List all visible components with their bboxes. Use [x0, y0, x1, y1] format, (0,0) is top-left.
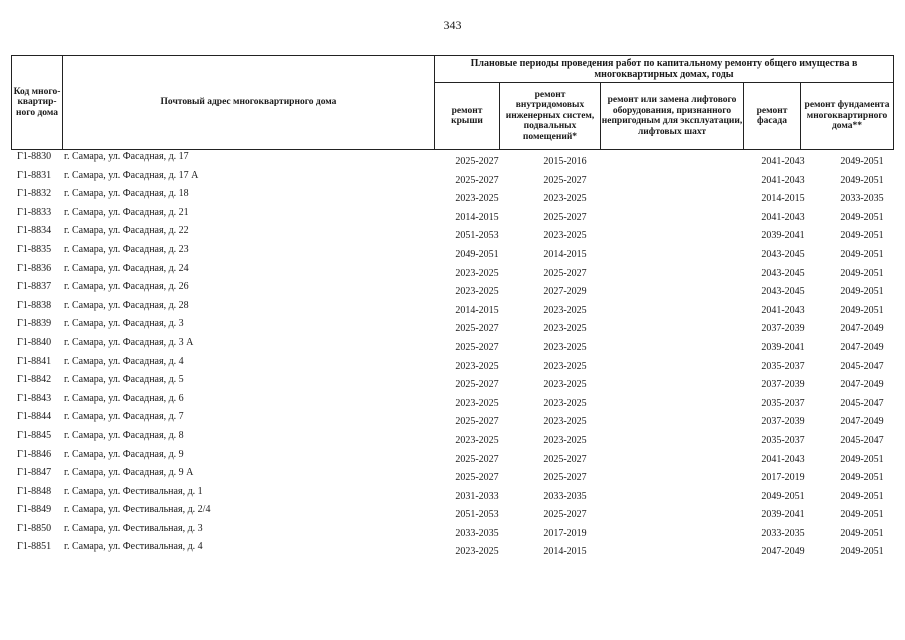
row-code: Г1-8848: [17, 485, 52, 497]
row-roof: 2023-2025: [455, 193, 499, 205]
row-roof: 2025-2027: [455, 174, 499, 186]
row-engineering: 2023-2025: [543, 379, 587, 391]
row-facade: 2041-2043: [761, 304, 805, 316]
row-facade: 2043-2045: [761, 286, 805, 298]
row-engineering: 2025-2027: [543, 174, 587, 186]
table-row: [11, 185, 903, 204]
row-address: г. Самара, ул. Фасадная, д. 23: [64, 243, 189, 255]
row-roof: 2051-2053: [455, 509, 499, 521]
header-code: Код много-квартир-ного дома: [12, 56, 63, 150]
row-facade: 2041-2043: [761, 453, 805, 465]
table-row: [11, 297, 903, 316]
row-facade: 2035-2037: [761, 360, 805, 372]
header-foundation: ремонт фундамента многоквартирного дома**: [801, 83, 894, 150]
row-foundation: 2049-2051: [840, 509, 884, 521]
table-row: [11, 222, 903, 241]
row-roof: 2014-2015: [455, 304, 499, 316]
row-code: Г1-8831: [17, 169, 52, 181]
row-facade: 2035-2037: [761, 397, 805, 409]
row-roof: 2023-2025: [455, 434, 499, 446]
table-row: [11, 371, 903, 390]
row-foundation: 2049-2051: [840, 156, 884, 167]
row-address: г. Самара, ул. Фасадная, д. 9: [64, 448, 184, 460]
row-address: г. Самара, ул. Фасадная, д. 28: [64, 299, 189, 311]
row-facade: 2014-2015: [761, 193, 805, 205]
row-facade: 2041-2043: [761, 156, 805, 167]
row-code: Г1-8833: [17, 206, 52, 218]
row-foundation: 2049-2051: [840, 230, 884, 242]
table-row: [11, 278, 903, 297]
table-row: [11, 260, 903, 279]
row-code: Г1-8840: [17, 336, 52, 348]
table-row: [11, 148, 903, 167]
row-address: г. Самара, ул. Фасадная, д. 21: [64, 206, 189, 218]
row-roof: 2049-2051: [455, 248, 499, 260]
row-facade: 2039-2041: [761, 230, 805, 242]
row-roof: 2051-2053: [455, 230, 499, 242]
header-elevator: ремонт или замена лифтового оборудования, признанного непригодным для эксплуатации, лифтовых шахт: [601, 83, 744, 150]
row-engineering: 2025-2027: [543, 509, 587, 521]
row-facade: 2043-2045: [761, 248, 805, 260]
row-engineering: 2023-2025: [543, 416, 587, 428]
row-foundation: 2049-2051: [840, 546, 884, 558]
row-code: Г1-8844: [17, 411, 52, 423]
row-address: г. Самара, ул. Фасадная, д. 3: [64, 318, 184, 330]
row-address: г. Самара, ул. Фасадная, д. 7: [64, 411, 184, 423]
row-foundation: 2049-2051: [840, 267, 884, 279]
row-code: Г1-8847: [17, 467, 52, 479]
row-foundation: 2033-2035: [840, 193, 884, 205]
table-row: [11, 501, 903, 520]
row-facade: 2037-2039: [761, 416, 805, 428]
row-address: г. Самара, ул. Фестивальная, д. 3: [64, 522, 203, 534]
row-roof: 2023-2025: [455, 267, 499, 279]
row-engineering: 2014-2015: [543, 248, 587, 260]
row-address: г. Самара, ул. Фестивальная, д. 1: [64, 485, 203, 497]
row-facade: 2037-2039: [761, 323, 805, 335]
table-row: [11, 241, 903, 260]
row-facade: 2049-2051: [761, 490, 805, 502]
row-engineering: 2023-2025: [543, 360, 587, 372]
row-roof: 2025-2027: [455, 379, 499, 391]
row-roof: 2025-2027: [455, 416, 499, 428]
row-engineering: 2023-2025: [543, 193, 587, 205]
table-row: [11, 427, 903, 446]
row-facade: 2039-2041: [761, 509, 805, 521]
row-code: Г1-8830: [17, 151, 52, 162]
row-code: Г1-8835: [17, 243, 52, 255]
row-address: г. Самара, ул. Фасадная, д. 24: [64, 262, 189, 274]
row-engineering: 2023-2025: [543, 397, 587, 409]
row-facade: 2037-2039: [761, 379, 805, 391]
row-address: г. Самара, ул. Фасадная, д. 3 А: [64, 336, 194, 348]
row-roof: 2014-2015: [455, 211, 499, 223]
row-roof: 2025-2027: [455, 156, 499, 167]
row-engineering: 2033-2035: [543, 490, 587, 502]
row-facade: 2043-2045: [761, 267, 805, 279]
row-roof: 2025-2027: [455, 323, 499, 335]
table-row: [11, 520, 903, 539]
row-facade: 2041-2043: [761, 174, 805, 186]
table-row: [11, 334, 903, 353]
row-foundation: 2049-2051: [840, 490, 884, 502]
row-foundation: 2045-2047: [840, 360, 884, 372]
row-engineering: 2017-2019: [543, 527, 587, 539]
row-engineering: 2025-2027: [543, 267, 587, 279]
row-foundation: 2049-2051: [840, 453, 884, 465]
row-address: г. Самара, ул. Фасадная, д. 9 А: [64, 467, 194, 479]
row-foundation: 2049-2051: [840, 174, 884, 186]
row-code: Г1-8843: [17, 392, 52, 404]
row-facade: 2047-2049: [761, 546, 805, 558]
header-planned-periods: Плановые периоды проведения работ по капитальному ремонту общего имущества в многоквартирных домах, годы: [435, 56, 894, 83]
row-engineering: 2023-2025: [543, 230, 587, 242]
row-foundation: 2047-2049: [840, 416, 884, 428]
row-roof: 2023-2025: [455, 546, 499, 558]
row-code: Г1-8837: [17, 281, 52, 293]
row-code: Г1-8832: [17, 188, 52, 200]
row-roof: 2023-2025: [455, 286, 499, 298]
row-code: Г1-8850: [17, 522, 52, 534]
table-row: [11, 167, 903, 186]
row-foundation: 2049-2051: [840, 304, 884, 316]
row-engineering: 2015-2016: [543, 156, 587, 167]
row-address: г. Самара, ул. Фасадная, д. 17 А: [64, 169, 199, 181]
row-code: Г1-8846: [17, 448, 52, 460]
row-foundation: 2047-2049: [840, 323, 884, 335]
row-facade: 2017-2019: [761, 472, 805, 484]
row-address: г. Самара, ул. Фасадная, д. 6: [64, 392, 184, 404]
row-engineering: 2023-2025: [543, 304, 587, 316]
row-code: Г1-8849: [17, 504, 52, 516]
table-row: [11, 538, 903, 557]
row-facade: 2033-2035: [761, 527, 805, 539]
row-foundation: 2049-2051: [840, 472, 884, 484]
row-foundation: 2045-2047: [840, 434, 884, 446]
row-foundation: 2047-2049: [840, 379, 884, 391]
row-roof: 2031-2033: [455, 490, 499, 502]
table-row: [11, 315, 903, 334]
row-foundation: 2047-2049: [840, 341, 884, 353]
row-engineering: 2023-2025: [543, 434, 587, 446]
row-code: Г1-8851: [17, 541, 52, 553]
header-roof: ремонт крыши: [435, 83, 500, 150]
row-engineering: 2014-2015: [543, 546, 587, 558]
row-address: г. Самара, ул. Фестивальная, д. 4: [64, 541, 203, 553]
row-roof: 2023-2025: [455, 360, 499, 372]
header-engineering: ремонт внутридомовых инженерных систем, подвальных помещений*: [500, 83, 601, 150]
row-roof: 2025-2027: [455, 453, 499, 465]
row-roof: 2033-2035: [455, 527, 499, 539]
row-foundation: 2045-2047: [840, 397, 884, 409]
page-number: 343: [443, 18, 462, 32]
row-code: Г1-8845: [17, 429, 52, 441]
table-row: [11, 390, 903, 409]
table-body: [11, 148, 903, 557]
row-facade: 2035-2037: [761, 434, 805, 446]
row-roof: 2023-2025: [455, 397, 499, 409]
row-engineering: 2025-2027: [543, 472, 587, 484]
row-code: Г1-8838: [17, 299, 52, 311]
table-row: [11, 353, 903, 372]
table-row: [11, 446, 903, 465]
row-code: Г1-8842: [17, 374, 52, 386]
row-facade: 2041-2043: [761, 211, 805, 223]
row-address: г. Самара, ул. Фасадная, д. 5: [64, 374, 184, 386]
row-facade: 2039-2041: [761, 341, 805, 353]
table-header: [11, 55, 894, 150]
row-address: г. Самара, ул. Фестивальная, д. 2/4: [64, 504, 211, 516]
row-code: Г1-8841: [17, 355, 52, 367]
table-row: [11, 483, 903, 502]
header-address: Почтовый адрес многоквартирного дома: [63, 56, 435, 150]
row-roof: 2025-2027: [455, 472, 499, 484]
row-code: Г1-8839: [17, 318, 52, 330]
row-engineering: 2023-2025: [543, 323, 587, 335]
row-foundation: 2049-2051: [840, 211, 884, 223]
header-facade: ремонт фасада: [744, 83, 801, 150]
row-engineering: 2027-2029: [543, 286, 587, 298]
row-address: г. Самара, ул. Фасадная, д. 18: [64, 188, 189, 200]
row-foundation: 2049-2051: [840, 286, 884, 298]
table-row: [11, 204, 903, 223]
row-address: г. Самара, ул. Фасадная, д. 26: [64, 281, 189, 293]
row-address: г. Самара, ул. Фасадная, д. 8: [64, 429, 184, 441]
row-code: Г1-8836: [17, 262, 52, 274]
row-foundation: 2049-2051: [840, 527, 884, 539]
row-foundation: 2049-2051: [840, 248, 884, 260]
table-row: [11, 464, 903, 483]
row-engineering: 2025-2027: [543, 211, 587, 223]
table-row: [11, 408, 903, 427]
row-address: г. Самара, ул. Фасадная, д. 4: [64, 355, 184, 367]
row-address: г. Самара, ул. Фасадная, д. 22: [64, 225, 189, 237]
row-engineering: 2025-2027: [543, 453, 587, 465]
row-address: г. Самара, ул. Фасадная, д. 17: [64, 151, 189, 162]
row-engineering: 2023-2025: [543, 341, 587, 353]
row-roof: 2025-2027: [455, 341, 499, 353]
row-code: Г1-8834: [17, 225, 52, 237]
